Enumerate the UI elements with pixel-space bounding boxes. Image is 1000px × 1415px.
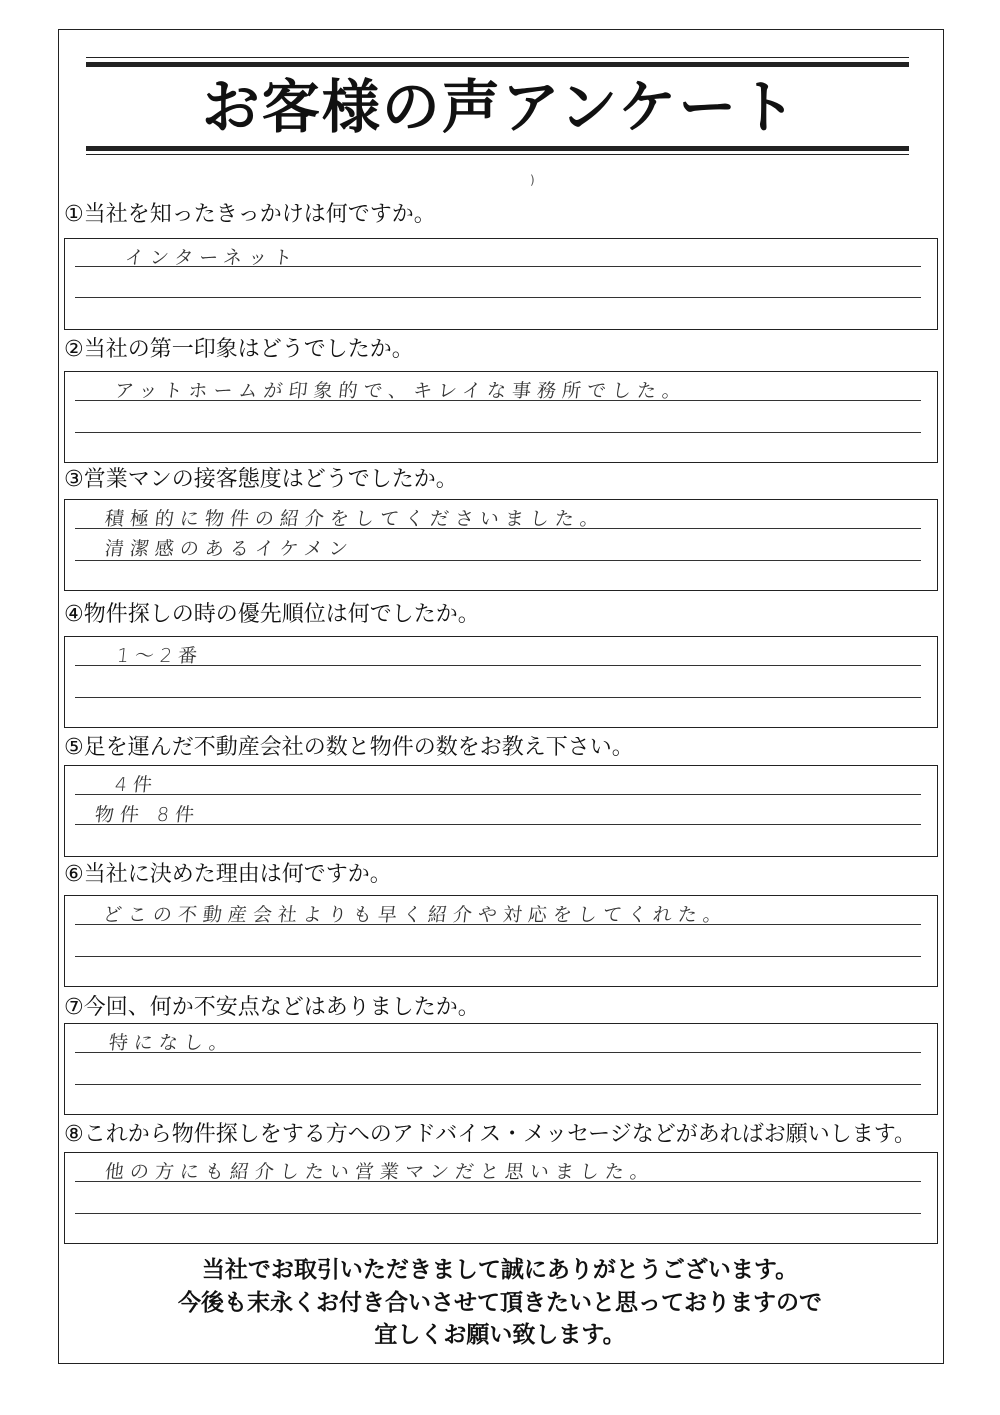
answer-3-line-1: 積極的に物件の紹介をしてくださいました。 xyxy=(103,508,607,530)
answer-line xyxy=(75,697,921,698)
question-7-label: ⑦今回、何か不安点などはありましたか。 xyxy=(64,995,480,1020)
answer-8-line-1: 他の方にも紹介したい営業マンだと思いました。 xyxy=(103,1161,657,1183)
answer-box-4[interactable] xyxy=(64,636,938,728)
question-8-label: ⑧これから物件探しをする方へのアドバイス・メッセージなどがあればお願いします。 xyxy=(64,1122,916,1147)
question-6-label: ⑥当社に決めた理由は何ですか。 xyxy=(64,862,392,887)
answer-box-3[interactable] xyxy=(64,499,938,591)
answer-line xyxy=(75,1084,921,1085)
closing-line-2: 今後も末永くお付き合いさせて頂きたいと思っておりますので xyxy=(178,1290,822,1316)
answer-box-1[interactable] xyxy=(64,238,938,330)
answer-line xyxy=(75,824,921,825)
question-4-label: ④物件探しの時の優先順位は何でしたか。 xyxy=(64,602,480,627)
stray-mark: ) xyxy=(530,173,535,187)
answer-box-7[interactable] xyxy=(64,1023,938,1115)
answer-line xyxy=(75,432,921,433)
closing-line-3: 宜しくお願い致します。 xyxy=(374,1322,626,1348)
answer-line xyxy=(75,1213,921,1214)
answer-7-line-1: 特になし。 xyxy=(107,1032,236,1054)
question-3-label: ③営業マンの接客態度はどうでしたか。 xyxy=(64,467,458,492)
answer-1-line-1: インターネット xyxy=(123,247,300,269)
answer-5-line-1: 4件 xyxy=(113,774,160,796)
answer-box-6[interactable] xyxy=(64,895,938,987)
answer-box-5[interactable] xyxy=(64,765,938,857)
answer-4-line-1: 1〜2番 xyxy=(115,645,205,667)
question-1-label: ①当社を知ったきっかけは何ですか。 xyxy=(64,202,436,227)
answer-box-8[interactable] xyxy=(64,1152,938,1244)
answer-line xyxy=(75,794,921,795)
question-5-label: ⑤足を運んだ不動産会社の数と物件の数をお教え下さい。 xyxy=(64,735,634,760)
answer-2-line-1: アットホームが印象的で、キレイな事務所でした。 xyxy=(113,380,689,402)
question-2-label: ②当社の第一印象はどうでしたか。 xyxy=(64,337,414,362)
form-title: お客様の声アンケート xyxy=(201,73,799,141)
answer-line xyxy=(75,297,921,298)
closing-line-1: 当社でお取引いただきまして誠にありがとうございます。 xyxy=(201,1257,799,1283)
answer-6-line-1: どこの不動産会社よりも早く紹介や対応をしてくれた。 xyxy=(101,904,730,926)
title-rule-top-thick xyxy=(86,62,909,67)
title-rule-top-thin xyxy=(86,57,909,58)
title-rule-bottom-thick xyxy=(86,146,909,151)
answer-3-line-2: 清潔感のあるイケメン xyxy=(103,538,355,560)
answer-box-2[interactable] xyxy=(64,371,938,463)
answer-5-line-2: 物件 8件 xyxy=(93,804,202,826)
answer-line xyxy=(75,956,921,957)
title-rule-bottom-thin xyxy=(86,154,909,155)
